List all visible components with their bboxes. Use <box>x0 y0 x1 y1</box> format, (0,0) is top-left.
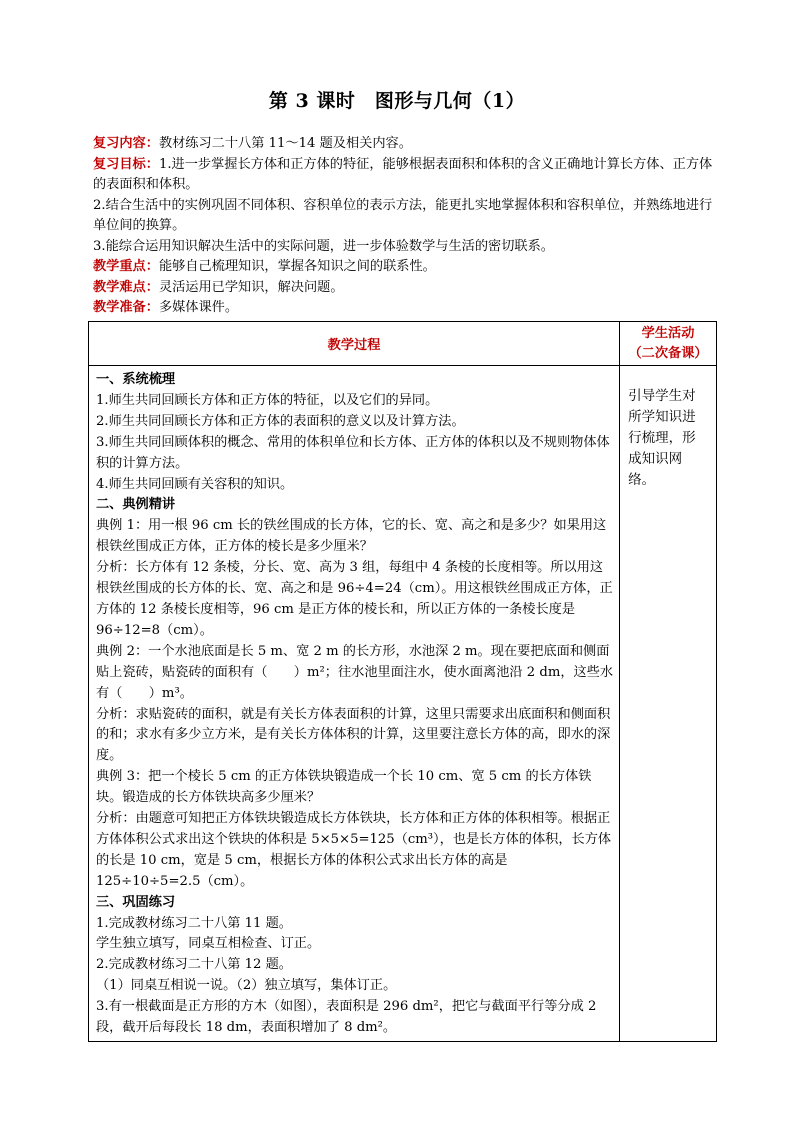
content-paragraph: 分析：求贴瓷砖的面积，就是有关长方体表面积的计算，这里只需要求出底面积和侧面积的和；求水有多少立方米，是有关长方体体积的计算，这里要注意长方体的高，即水的深度。 <box>96 706 611 764</box>
content-paragraph: 典例 3：把一个棱长 5 cm 的正方体铁块锻造成一个长 10 cm、宽 5 cm 的长方体铁块。锻造成的长方体铁块高多少厘米？ <box>96 769 592 806</box>
info-text: 教材练习二十八第 11～14 题及相关内容。 <box>158 136 412 151</box>
info-text: 灵活运用已学知识，解决问题。 <box>158 279 344 295</box>
section-heading: 三、巩固练习 <box>96 894 176 910</box>
info-goal-2 <box>93 196 723 237</box>
info-text: 3.能综合运用知识解决生活中的实际问题，进一步体验数学与生活的密切联系。 <box>93 238 554 254</box>
content-paragraph: 1.师生共同回顾长方体和正方体的特征，以及它们的异同。 <box>96 392 439 408</box>
content-paragraph: 典例 1：用一根 96 cm 长的铁丝围成的长方体，它的长、宽、高之和是多少？如果用这根铁丝围成正方体，正方体的棱长是多少厘米？ <box>96 518 607 555</box>
header-student-activity: 学生活动 （二次备课） <box>620 322 717 366</box>
teaching-process-content <box>89 366 620 1042</box>
section-heading: 一、系统梳理 <box>96 372 176 387</box>
content-paragraph: 学生独立填写，同桌互相检查、订正。 <box>96 936 321 952</box>
info-text: 能够自己梳理知识，掌握各知识之间的联系性。 <box>158 259 436 274</box>
info-preparation: 教学准备：多媒体课件。 <box>93 300 239 315</box>
info-goal-3 <box>93 237 723 258</box>
content-paragraph: 3.有一根截面是正方形的方木（如图），表面积是 296 dm²，把它与截面平行等分成 2 段，截开后每段长 18 dm，表面积增加了 8 dm²。 <box>96 999 597 1036</box>
content-paragraph: 2.师生共同回顾长方体和正方体的表面积的意义以及计算方法。 <box>96 413 465 429</box>
info-key-point: 教学重点：能够自己梳理知识，掌握各知识之间的联系性。 <box>93 259 436 274</box>
info-text: 1.进一步掌握长方体和正方体的特征，能够根据表面积和体积的含义正确地计算长方体、正方体的表面积和体积。 <box>93 156 713 192</box>
content-paragraph: （1）同桌互相说一说。（2）独立填写，集体订正。 <box>96 978 397 994</box>
lesson-table <box>88 321 717 1042</box>
content-paragraph: 4.师生共同回顾有关容积的知识。 <box>96 476 294 492</box>
lesson-info <box>93 134 723 319</box>
info-difficulty: 教学难点：灵活运用已学知识，解决问题。 <box>93 279 344 295</box>
info-review-goal: 复习目标：1.进一步掌握长方体和正方体的特征，能够根据表面积和体积的含义正确地计算长方体、正方体的表面积和体积。 <box>93 156 713 192</box>
info-label: 教学难点 <box>93 279 146 295</box>
info-label: 复习目标 <box>93 156 146 172</box>
table-header-row <box>89 322 717 366</box>
content-paragraph: 分析：由题意可知把正方体铁块锻造成长方体铁块，长方体和正方体的体积相等。根据正方体体积公式求出这个铁块的体积是 5×5×5=125（cm³），也是长方体的体积，长方体的长是 10 cm，宽是 5 cm，根据长方体的体积公式求出长方体的高是 125÷10÷5=2.5（cm）。 <box>96 811 612 889</box>
table-body-row <box>89 366 717 1042</box>
student-activity-note: 引导学生对所学知识进行梳理，形成知识网络。 <box>620 366 717 1042</box>
content-paragraph: 分析：长方体有 12 条棱，分长、宽、高为 3 组，每组中 4 条棱的长度相等。所以用这根铁丝围成的长方体的长、宽、高之和是 96÷4=24（cm）。用这根铁丝围成正方体，正方体的 12 条棱长度相等，96 cm 是正方体的棱长和，所以正方体的一条棱长度是 96÷12=8（cm）。 <box>96 560 613 638</box>
info-label: 教学准备 <box>93 300 146 315</box>
info-label: 复习内容 <box>93 136 146 151</box>
page-title: 第 3 课时 图形与几何（1） <box>268 90 526 112</box>
content-paragraph: 1.完成教材练习二十八第 11 题。 <box>96 915 292 931</box>
info-label: 教学重点 <box>93 259 146 274</box>
header-teaching-process: 教学过程 <box>89 322 620 366</box>
section-heading: 二、典例精讲 <box>96 497 176 513</box>
info-text: 多媒体课件。 <box>158 300 239 315</box>
info-review-content: 复习内容：教材练习二十八第 11～14 题及相关内容。 <box>93 136 412 151</box>
info-text: 2.结合生活中的实例巩固不同体积、容积单位的表示方法，能更扎实地掌握体积和容积单位，并熟练地进行单位间的换算。 <box>93 197 713 233</box>
content-paragraph: 3.师生共同回顾体积的概念、常用的体积单位和长方体、正方体的体积以及不规则物体体积的计算方法。 <box>96 434 610 471</box>
content-paragraph: 2.完成教材练习二十八第 12 题。 <box>96 957 292 973</box>
content-paragraph: 典例 2：一个水池底面是长 5 m、宽 2 m 的长方形，水池深 2 m。现在要把底面和侧面贴上瓷砖，贴瓷砖的面积有（ ）m²；往水池里面注水，使水面离池沿 2 dm，这些水有（ ）m³。 <box>96 643 614 701</box>
